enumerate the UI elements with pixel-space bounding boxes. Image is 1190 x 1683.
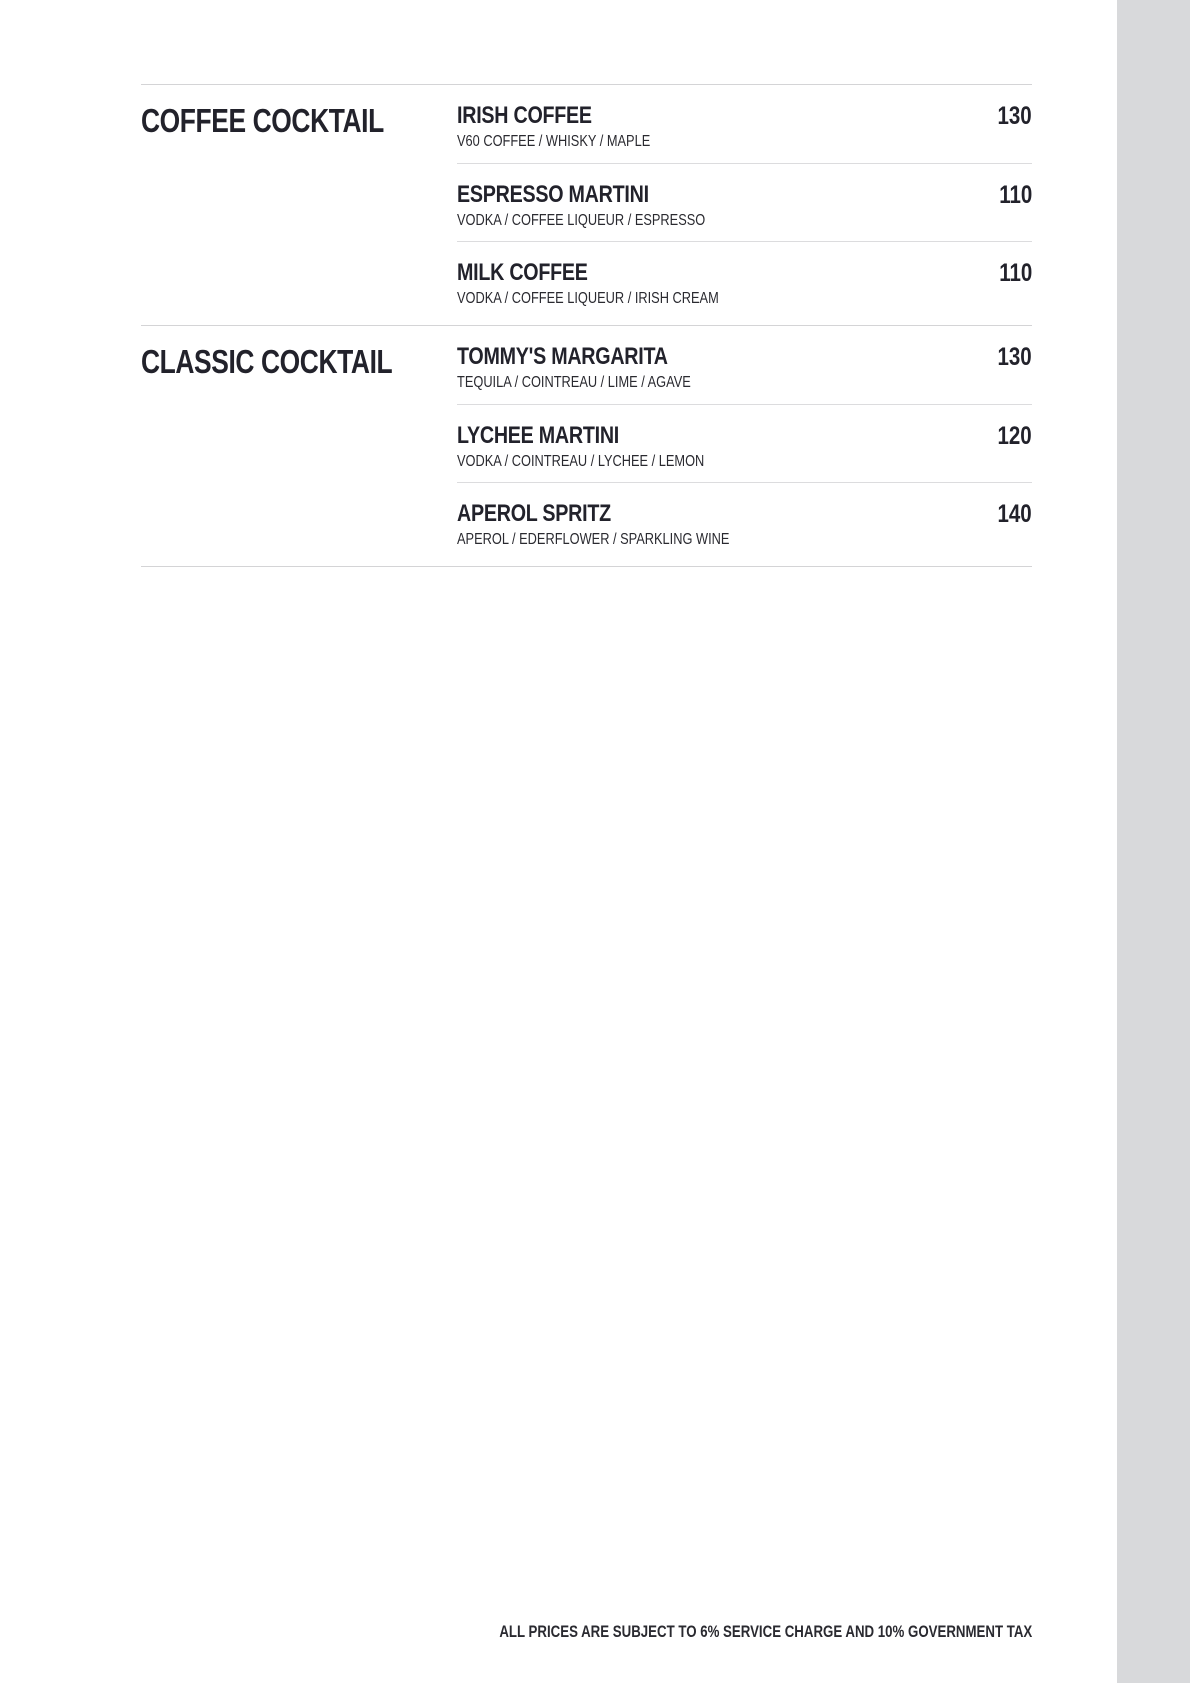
item-description: VODKA / COFFEE LIQUEUR / ESPRESSO bbox=[457, 212, 706, 229]
item-name: TOMMY'S MARGARITA bbox=[457, 343, 668, 370]
item-name: ESPRESSO MARTINI bbox=[457, 181, 649, 208]
item-list bbox=[457, 326, 1032, 560]
menu-item bbox=[457, 404, 1032, 482]
item-price: 140 bbox=[997, 500, 1032, 528]
side-strip bbox=[1117, 0, 1190, 1683]
menu-item bbox=[457, 326, 1032, 404]
menu-item bbox=[457, 482, 1032, 560]
item-description: VODKA / COFFEE LIQUEUR / IRISH CREAM bbox=[457, 290, 719, 307]
section-coffee-cocktail bbox=[141, 85, 1032, 326]
item-description: VODKA / COINTREAU / LYCHEE / LEMON bbox=[457, 453, 705, 470]
item-price: 120 bbox=[997, 422, 1032, 450]
footer-note: ALL PRICES ARE SUBJECT TO 6% SERVICE CHARGE AND 10% GOVERNMENT TAX bbox=[499, 1622, 1032, 1641]
section-title: COFFEE COCKTAIL bbox=[141, 102, 384, 139]
item-price: 130 bbox=[997, 102, 1032, 130]
section-classic-cocktail bbox=[141, 326, 1032, 567]
item-description: V60 COFFEE / WHISKY / MAPLE bbox=[457, 133, 651, 150]
item-description: TEQUILA / COINTREAU / LIME / AGAVE bbox=[457, 374, 691, 391]
item-price: 110 bbox=[998, 181, 1032, 209]
item-name: IRISH COFFEE bbox=[457, 102, 592, 129]
item-price: 130 bbox=[997, 343, 1032, 371]
menu bbox=[141, 84, 1032, 567]
item-name: MILK COFFEE bbox=[457, 259, 588, 286]
menu-item bbox=[457, 241, 1032, 319]
menu-item bbox=[457, 85, 1032, 163]
section-title: CLASSIC COCKTAIL bbox=[141, 343, 393, 380]
menu-item bbox=[457, 163, 1032, 241]
item-list bbox=[457, 85, 1032, 319]
item-price: 110 bbox=[998, 259, 1032, 287]
item-name: APEROL SPRITZ bbox=[457, 500, 611, 527]
item-description: APEROL / EDERFLOWER / SPARKLING WINE bbox=[457, 531, 730, 548]
item-name: LYCHEE MARTINI bbox=[457, 422, 620, 449]
